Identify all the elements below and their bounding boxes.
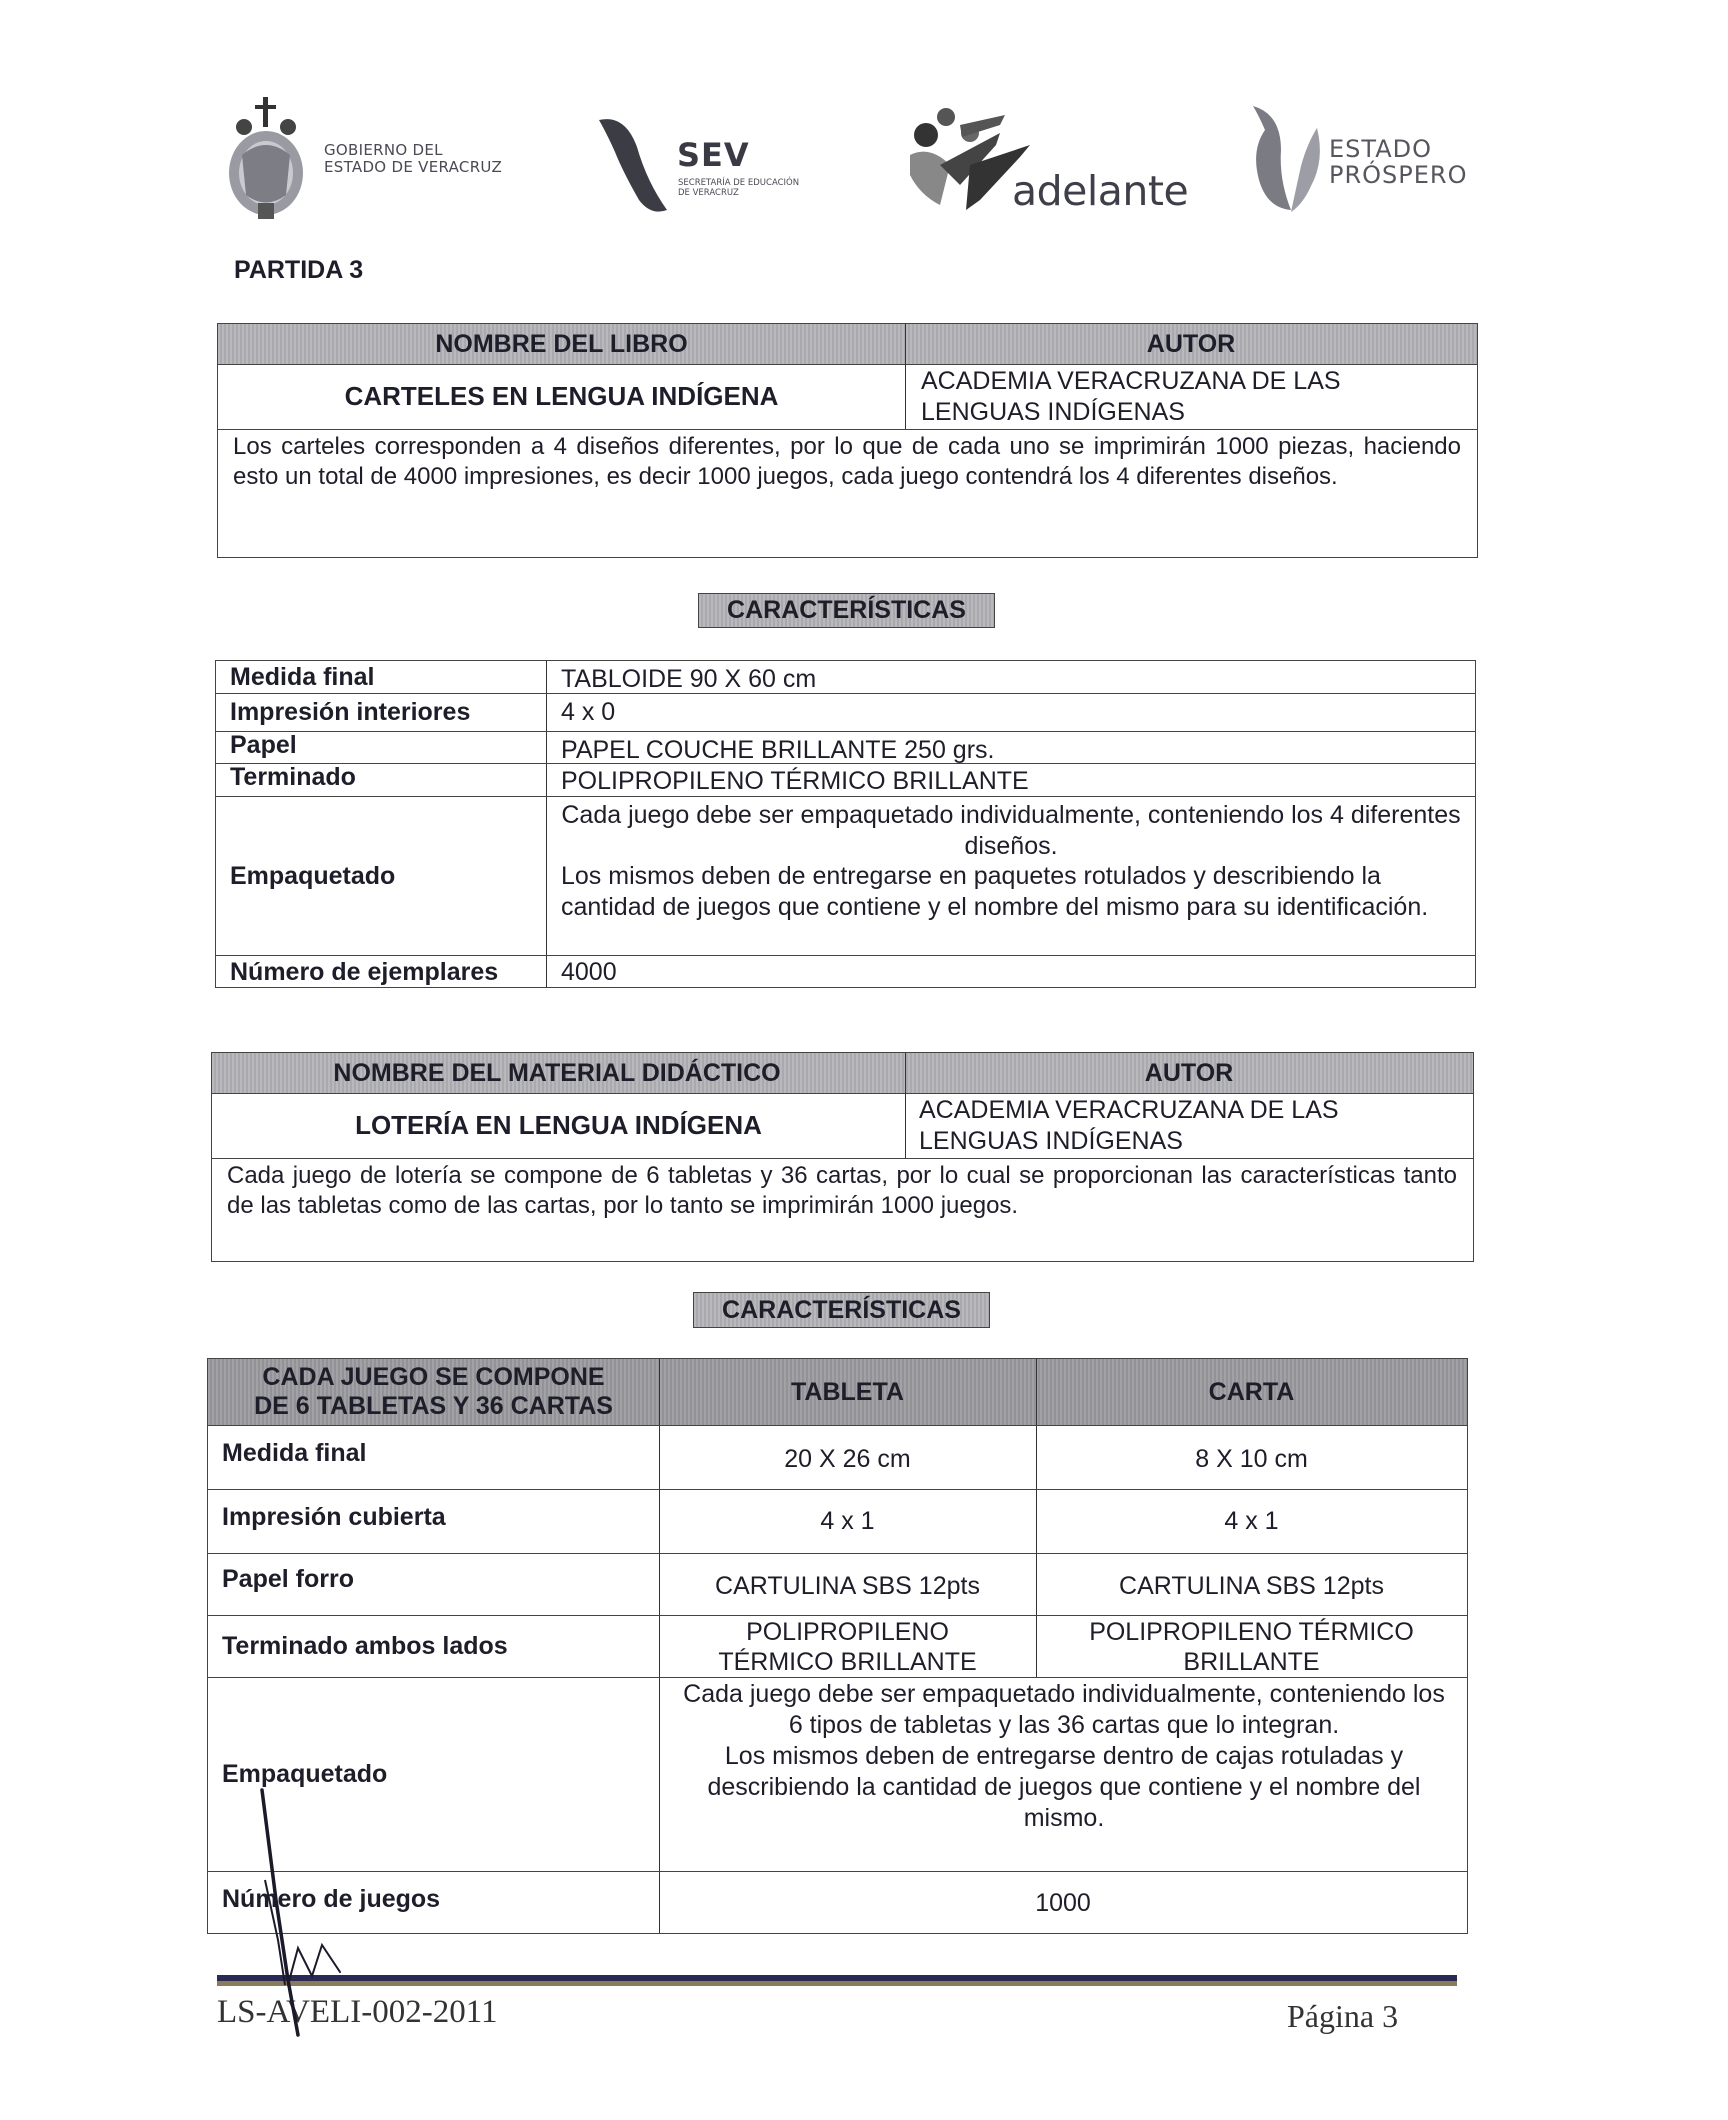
loteria-header-carta: CARTA xyxy=(1208,1378,1295,1406)
loteria-carta-value: 4 x 1 xyxy=(1224,1507,1279,1535)
spec-value: 4 x 0 xyxy=(561,698,616,726)
material-name-header: NOMBRE DEL MATERIAL DIDÁCTICO xyxy=(333,1059,781,1087)
material-name: LOTERÍA EN LENGUA INDÍGENA xyxy=(355,1110,762,1140)
book-name: CARTELES EN LENGUA INDÍGENA xyxy=(344,381,779,411)
footer-document-code: LS-AVELI-002-2011 xyxy=(217,1994,498,2030)
spec-label: Número de ejemplares xyxy=(230,957,499,986)
logo-sev xyxy=(595,112,865,222)
loteria-row-label: Impresión cubierta xyxy=(222,1503,446,1531)
section-title: PARTIDA 3 xyxy=(234,256,364,284)
logo-adelante xyxy=(900,105,1200,225)
spec-value-line2: Los mismos deben de entregarse en paquetes rotulados y describiendo la cantidad de juegos que contiene y el nombre del mismo para su identificación. xyxy=(561,862,1429,921)
logo-gobierno-veracruz xyxy=(222,95,542,225)
sev-logo-title: SEV xyxy=(677,136,750,174)
sev-logo-line1: SECRETARÍA DE EDUCACIÓN xyxy=(678,178,800,188)
characteristics-badge-2: CARACTERÍSTICAS xyxy=(693,1292,990,1328)
prospero-logo-line1: ESTADO xyxy=(1329,135,1432,163)
loteria-tableta-value: CARTULINA SBS 12pts xyxy=(715,1572,980,1600)
book-author-header: AUTOR xyxy=(1146,330,1236,358)
footer-rule xyxy=(217,1975,1457,1986)
loteria-empaquetado-line2: Los mismos deben de entregarse dentro de cajas rotuladas y describiendo la cantidad de juegos que contiene y el nombre del mismo. xyxy=(707,1742,1421,1832)
book-table xyxy=(217,323,1478,558)
loteria-carta-value-line2: BRILLANTE xyxy=(1183,1648,1320,1676)
loteria-empaquetado-line1: Cada juego debe ser empaquetado individualmente, conteniendo los 6 tipos de tabletas y las 36 cartas que lo integran. xyxy=(683,1680,1445,1739)
sev-swoosh-icon xyxy=(595,112,675,222)
spec-value: PAPEL COUCHE BRILLANTE 250 grs. xyxy=(561,736,995,764)
spec-label: Empaquetado xyxy=(230,861,396,890)
material-table xyxy=(211,1052,1474,1262)
handwritten-signature xyxy=(240,1780,400,2040)
book-author-line2: LENGUAS INDÍGENAS xyxy=(921,398,1185,426)
veracruz-logo-line2: ESTADO DE VERACRUZ xyxy=(324,158,503,176)
loteria-header-tableta: TABLETA xyxy=(791,1378,904,1406)
material-description: Cada juego de lotería se compone de 6 tabletas y 36 cartas, por lo cual se proporcionan las características tanto de las tabletas como de las cartas, por lo tanto se imprimirán 1000 juegos. xyxy=(227,1162,1457,1219)
characteristics-badge-1: CARACTERÍSTICAS xyxy=(698,593,995,628)
loteria-tableta-value-line1: POLIPROPILENO xyxy=(746,1618,949,1646)
adelante-logo-text: adelante xyxy=(1012,167,1189,215)
prospero-flame-icon xyxy=(1245,100,1335,225)
loteria-row-label: Medida final xyxy=(222,1439,367,1467)
loteria-header-col1-line1: CADA JUEGO SE COMPONE xyxy=(262,1363,605,1391)
loteria-carta-value: 8 X 10 cm xyxy=(1195,1445,1308,1473)
footer-page-number: Página 3 xyxy=(1287,1998,1399,2034)
book-name-header: NOMBRE DEL LIBRO xyxy=(435,330,688,358)
loteria-numero-value: 1000 xyxy=(1035,1889,1091,1917)
material-author-header: AUTOR xyxy=(1144,1059,1234,1087)
loteria-row-label: Terminado ambos lados xyxy=(222,1632,508,1660)
sev-logo-line2: DE VERACRUZ xyxy=(678,188,739,198)
material-author-line2: LENGUAS INDÍGENAS xyxy=(919,1127,1183,1155)
loteria-row-label: Número de juegos xyxy=(222,1885,441,1913)
loteria-tableta-value: 4 x 1 xyxy=(820,1507,875,1535)
book-specs-table xyxy=(215,660,1476,988)
loteria-carta-value: CARTULINA SBS 12pts xyxy=(1119,1572,1384,1600)
loteria-row-label: Papel forro xyxy=(222,1565,354,1593)
veracruz-coat-of-arms-icon xyxy=(222,95,312,225)
veracruz-logo-line1: GOBIERNO DEL xyxy=(324,141,443,159)
loteria-carta-value-line1: POLIPROPILENO TÉRMICO xyxy=(1089,1618,1414,1646)
spec-value: 4000 xyxy=(561,957,617,986)
material-author-line1: ACADEMIA VERACRUZANA DE LAS xyxy=(919,1096,1339,1124)
book-author-line1: ACADEMIA VERACRUZANA DE LAS xyxy=(921,367,1341,395)
spec-value-line1: Cada juego debe ser empaquetado individualmente, conteniendo los 4 diferentes diseños. xyxy=(561,801,1461,860)
spec-label: Papel xyxy=(230,731,297,759)
loteria-row-label: Empaquetado xyxy=(222,1760,388,1788)
spec-value: POLIPROPILENO TÉRMICO BRILLANTE xyxy=(561,767,1029,795)
prospero-logo-line2: PRÓSPERO xyxy=(1329,161,1468,189)
loteria-tableta-value: 20 X 26 cm xyxy=(784,1445,911,1473)
book-description: Los carteles corresponden a 4 diseños diferentes, por lo que de cada uno se imprimirán 1000 piezas, haciendo esto un total de 4000 impresiones, es decir 1000 juegos, cada juego contendrá los 4 diferentes diseños. xyxy=(233,433,1461,490)
logo-estado-prospero xyxy=(1245,100,1505,225)
spec-label: Medida final xyxy=(230,663,375,691)
spec-label: Terminado xyxy=(230,763,356,791)
spec-value: TABLOIDE 90 X 60 cm xyxy=(561,665,817,693)
spec-label: Impresión interiores xyxy=(230,698,471,726)
loteria-header-col1-line2: DE 6 TABLETAS Y 36 CARTAS xyxy=(254,1392,613,1420)
loteria-tableta-value-line2: TÉRMICO BRILLANTE xyxy=(718,1648,977,1676)
